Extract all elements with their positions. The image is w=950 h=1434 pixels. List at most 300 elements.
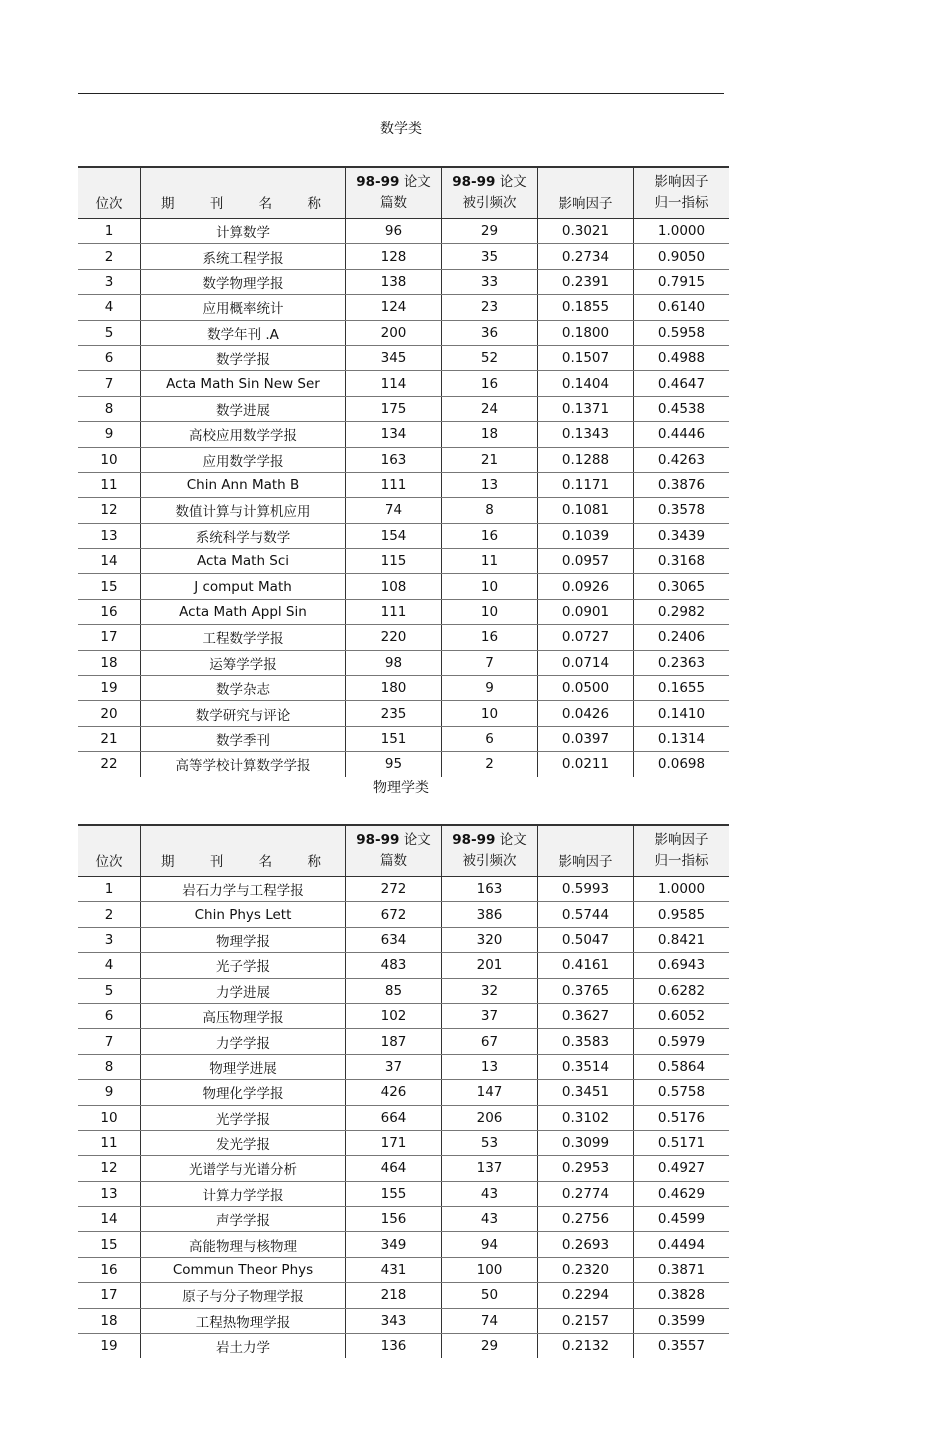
rank-cell: 7: [78, 371, 141, 396]
normalized-index-cell: 0.3578: [634, 498, 730, 523]
impact-factor-cell: 0.1288: [538, 447, 634, 472]
table-row: [78, 1181, 729, 1206]
header-name-char: 刊: [209, 854, 224, 870]
table-row: [78, 752, 729, 777]
papers-cell: 672: [346, 902, 442, 927]
table-row: [78, 1105, 729, 1130]
normalized-index-cell: 0.6282: [634, 978, 730, 1003]
impact-factor-cell: 0.4161: [538, 953, 634, 978]
impact-factor-cell: 0.2132: [538, 1334, 634, 1359]
normalized-index-cell: 1.0000: [634, 219, 730, 244]
header-papers-line2: 篇数: [380, 195, 407, 211]
normalized-index-cell: 0.5758: [634, 1080, 730, 1105]
citations-cell: 201: [442, 953, 538, 978]
header-normalized-index-line2: 归一指标: [654, 195, 709, 211]
journal-name-cell: 高压物理学报: [141, 1003, 346, 1028]
rank-cell: 9: [78, 1080, 141, 1105]
table-row: [78, 1308, 729, 1333]
journal-name-cell: 高校应用数学学报: [141, 422, 346, 447]
papers-cell: 218: [346, 1283, 442, 1308]
normalized-index-cell: 0.4988: [634, 345, 730, 370]
impact-factor-cell: 0.1171: [538, 472, 634, 497]
impact-factor-cell: 0.1343: [538, 422, 634, 447]
impact-factor-cell: 0.5993: [538, 877, 634, 902]
header-name-char: 称: [307, 854, 321, 870]
papers-cell: 464: [346, 1156, 442, 1181]
citations-cell: 8: [442, 498, 538, 523]
top-rule: [78, 93, 724, 94]
table-row: [78, 953, 729, 978]
impact-factor-cell: 0.2693: [538, 1232, 634, 1257]
journal-name-cell: 数学研究与评论: [141, 701, 346, 726]
normalized-index-cell: 0.0698: [634, 752, 730, 777]
journal-name-cell: 应用概率统计: [141, 295, 346, 320]
papers-cell: 108: [346, 574, 442, 599]
header-papers-line2: 篇数: [380, 853, 407, 869]
rank-cell: 5: [78, 320, 141, 345]
papers-cell: 426: [346, 1080, 442, 1105]
header-citations-line2: 被引频次: [462, 195, 517, 211]
rank-cell: 20: [78, 701, 141, 726]
journal-name-cell: 声学学报: [141, 1207, 346, 1232]
journal-name-cell: Acta Math Appl Sin: [141, 599, 346, 624]
header-papers-year: 98-99: [356, 174, 400, 190]
header-citations: [442, 825, 538, 877]
math-journal-table: [78, 166, 729, 777]
table-row: [78, 396, 729, 421]
citations-cell: 35: [442, 244, 538, 269]
papers-cell: 349: [346, 1232, 442, 1257]
journal-name-cell: 物理学进展: [141, 1054, 346, 1079]
rank-cell: 4: [78, 295, 141, 320]
rank-cell: 12: [78, 1156, 141, 1181]
table-row: [78, 1080, 729, 1105]
impact-factor-cell: 0.1507: [538, 345, 634, 370]
normalized-index-cell: 1.0000: [634, 877, 730, 902]
header-journal-name: [141, 825, 346, 877]
papers-cell: 200: [346, 320, 442, 345]
impact-factor-cell: 0.3102: [538, 1105, 634, 1130]
impact-factor-cell: 0.1039: [538, 523, 634, 548]
header-normalized-index-label: 影响因子: [654, 174, 709, 190]
papers-cell: 95: [346, 752, 442, 777]
citations-cell: 16: [442, 371, 538, 396]
rank-cell: 4: [78, 953, 141, 978]
normalized-index-cell: 0.2982: [634, 599, 730, 624]
table-row: [78, 978, 729, 1003]
journal-name-cell: 高等学校计算数学学报: [141, 752, 346, 777]
citations-cell: 18: [442, 422, 538, 447]
impact-factor-cell: 0.3583: [538, 1029, 634, 1054]
normalized-index-cell: 0.5171: [634, 1130, 730, 1155]
impact-factor-cell: 0.0426: [538, 701, 634, 726]
impact-factor-cell: 0.2774: [538, 1181, 634, 1206]
rank-cell: 1: [78, 219, 141, 244]
header-papers-label: 论文: [399, 174, 431, 190]
journal-name-cell: 光谱学与光谱分析: [141, 1156, 346, 1181]
citations-cell: 43: [442, 1181, 538, 1206]
papers-cell: 151: [346, 726, 442, 751]
impact-factor-cell: 0.2320: [538, 1257, 634, 1282]
citations-cell: 16: [442, 625, 538, 650]
papers-cell: 128: [346, 244, 442, 269]
journal-name-cell: 数学年刊 .A: [141, 320, 346, 345]
impact-factor-cell: 0.5047: [538, 927, 634, 952]
citations-cell: 32: [442, 978, 538, 1003]
normalized-index-cell: 0.4927: [634, 1156, 730, 1181]
papers-cell: 483: [346, 953, 442, 978]
impact-factor-cell: 0.0926: [538, 574, 634, 599]
header-citations-label: 论文: [495, 174, 527, 190]
citations-cell: 24: [442, 396, 538, 421]
rank-cell: 11: [78, 1130, 141, 1155]
header-normalized-index: [634, 825, 730, 877]
normalized-index-cell: 0.4647: [634, 371, 730, 396]
impact-factor-cell: 0.1371: [538, 396, 634, 421]
citations-cell: 11: [442, 549, 538, 574]
rank-cell: 19: [100, 1338, 118, 1355]
impact-factor-cell: 0.2734: [538, 244, 634, 269]
normalized-index-cell: 0.3168: [634, 549, 730, 574]
table-row: [78, 599, 729, 624]
citations-cell: 10: [442, 574, 538, 599]
header-impact-factor: [538, 825, 634, 877]
impact-factor-cell: 0.3099: [538, 1130, 634, 1155]
impact-factor-cell: 0.1800: [538, 320, 634, 345]
citations-cell: 33: [442, 269, 538, 294]
normalized-index-cell: 0.4538: [634, 396, 730, 421]
table-row: [78, 1130, 729, 1155]
table-row: [78, 676, 729, 701]
rank-cell: 1: [78, 877, 141, 902]
normalized-index-cell: 0.5176: [634, 1105, 730, 1130]
journal-name-cell: 工程热物理学报: [141, 1308, 346, 1333]
citations-cell: 7: [442, 650, 538, 675]
header-citations-line1: [442, 172, 537, 193]
table-row: [78, 902, 729, 927]
impact-factor-cell: 0.3451: [538, 1080, 634, 1105]
citations-cell: 13: [442, 1054, 538, 1079]
citations-cell: 2: [442, 752, 538, 777]
rank-cell: 5: [78, 978, 141, 1003]
papers-cell: 134: [346, 422, 442, 447]
journal-name-cell: Acta Math Sci: [141, 549, 346, 574]
table-row: [78, 1334, 729, 1359]
papers-cell: 98: [346, 650, 442, 675]
header-normalized-index: [634, 167, 730, 219]
impact-factor-cell: 0.1855: [538, 295, 634, 320]
rank-cell: 16: [78, 1257, 141, 1282]
citations-cell: 147: [442, 1080, 538, 1105]
header-normalized-index-line1: [634, 172, 729, 193]
journal-name-cell: 系统工程学报: [141, 244, 346, 269]
normalized-index-cell: 0.6140: [634, 295, 730, 320]
header-papers: [346, 825, 442, 877]
papers-cell: 138: [346, 269, 442, 294]
table-header: [78, 167, 729, 219]
table-row: [78, 1029, 729, 1054]
papers-cell: 187: [346, 1029, 442, 1054]
papers-cell: 37: [346, 1054, 442, 1079]
table-row: [78, 1232, 729, 1257]
journal-name-cell: 高能物理与核物理: [141, 1232, 346, 1257]
rank-cell: 14: [78, 1207, 141, 1232]
table-row: [78, 244, 729, 269]
header-normalized-index-line1: [634, 830, 729, 851]
table-row: [78, 269, 729, 294]
normalized-index-cell: 0.2363: [634, 650, 730, 675]
header-citations-year: 98-99: [452, 174, 496, 190]
normalized-index-cell: 0.6052: [634, 1003, 730, 1028]
table-row: [78, 650, 729, 675]
citations-cell: 53: [442, 1130, 538, 1155]
header-journal-name-chars: [141, 852, 345, 873]
papers-cell: 111: [346, 599, 442, 624]
table-row: [78, 320, 729, 345]
rank-cell: 15: [78, 1232, 141, 1257]
table-row: [78, 523, 729, 548]
table-row: [78, 927, 729, 952]
normalized-index-cell: 0.3557: [634, 1334, 730, 1359]
journal-name-cell: 数学杂志: [141, 676, 346, 701]
journal-name-cell: Commun Theor Phys: [141, 1257, 346, 1282]
rank-cell: 14: [78, 549, 141, 574]
citations-cell: 9: [442, 676, 538, 701]
citations-cell: 67: [442, 1029, 538, 1054]
table-row: [78, 1207, 729, 1232]
rank-cell: 8: [78, 396, 141, 421]
rank-cell: 18: [78, 650, 141, 675]
rank-cell: 13: [78, 523, 141, 548]
header-papers-line1: [346, 830, 441, 851]
impact-factor-cell: 0.1081: [538, 498, 634, 523]
papers-cell: 431: [346, 1257, 442, 1282]
papers-cell: 74: [346, 498, 442, 523]
journal-name-cell: 力学进展: [141, 978, 346, 1003]
citations-cell: 320: [442, 927, 538, 952]
journal-name-cell: J comput Math: [141, 574, 346, 599]
rank-cell: 21: [78, 726, 141, 751]
header-papers-label: 论文: [399, 832, 431, 848]
rank-cell: 8: [78, 1054, 141, 1079]
header-name-char: 名: [258, 196, 273, 212]
table-header: [78, 825, 729, 877]
citations-cell: 43: [442, 1207, 538, 1232]
citations-cell: 94: [442, 1232, 538, 1257]
papers-cell: 111: [346, 472, 442, 497]
papers-cell: 343: [346, 1308, 442, 1333]
papers-cell: 180: [346, 676, 442, 701]
table-row: [78, 701, 729, 726]
header-row: [78, 167, 729, 219]
journal-name-cell: 物理化学学报: [141, 1080, 346, 1105]
citations-cell: 37: [442, 1003, 538, 1028]
normalized-index-cell: 0.3828: [634, 1283, 730, 1308]
normalized-index-cell: 0.5864: [634, 1054, 730, 1079]
header-citations-year: 98-99: [452, 832, 496, 848]
header-papers: [346, 167, 442, 219]
impact-factor-cell: 0.2157: [538, 1308, 634, 1333]
rank-cell: 6: [78, 1003, 141, 1028]
rank-cell: 6: [78, 345, 141, 370]
impact-factor-cell: 0.3021: [538, 219, 634, 244]
journal-name-cell: Chin Ann Math B: [141, 472, 346, 497]
impact-factor-cell: 0.1404: [538, 371, 634, 396]
header-impact-factor-label: 影响因子: [558, 854, 613, 870]
papers-cell: 272: [346, 877, 442, 902]
journal-name-cell: 光子学报: [141, 953, 346, 978]
normalized-index-cell: 0.1410: [634, 701, 730, 726]
normalized-index-cell: 0.4494: [634, 1232, 730, 1257]
rank-cell: 2: [78, 244, 141, 269]
header-normalized-index-label: 影响因子: [654, 832, 709, 848]
journal-name-cell: 光学学报: [141, 1105, 346, 1130]
normalized-index-cell: 0.4263: [634, 447, 730, 472]
rank-cell: 17: [78, 1283, 141, 1308]
table-row: [78, 1054, 729, 1079]
rank-cell: 7: [78, 1029, 141, 1054]
citations-cell: 36: [442, 320, 538, 345]
papers-cell: 664: [346, 1105, 442, 1130]
normalized-index-cell: 0.3599: [634, 1308, 730, 1333]
journal-name-cell: 发光学报: [141, 1130, 346, 1155]
journal-name-cell: 系统科学与数学: [141, 523, 346, 548]
table-row: [78, 877, 729, 902]
rank-cell: 10: [78, 1105, 141, 1130]
normalized-index-cell: 0.2406: [634, 625, 730, 650]
normalized-index-cell: 0.3439: [634, 523, 730, 548]
journal-name-cell: 原子与分子物理学报: [141, 1283, 346, 1308]
papers-cell: 220: [346, 625, 442, 650]
impact-factor-cell: 0.0714: [538, 650, 634, 675]
rank-cell: 15: [78, 574, 141, 599]
header-name-char: 刊: [209, 196, 224, 212]
citations-cell: 16: [442, 523, 538, 548]
table-row: [78, 574, 729, 599]
citations-cell: 206: [442, 1105, 538, 1130]
header-papers-line1: [346, 172, 441, 193]
rank-cell: 9: [78, 422, 141, 447]
journal-name-cell: 数值计算与计算机应用: [141, 498, 346, 523]
header-row: [78, 825, 729, 877]
papers-cell: 136: [346, 1334, 442, 1359]
journal-name-cell: 计算力学学报: [141, 1181, 346, 1206]
journal-name-cell: 应用数学学报: [141, 447, 346, 472]
journal-name-cell: 物理学报: [141, 927, 346, 952]
impact-factor-cell: 0.2294: [538, 1283, 634, 1308]
header-citations: [442, 167, 538, 219]
section-title-physics: 物理学类: [373, 780, 429, 796]
header-citations-label: 论文: [495, 832, 527, 848]
journal-name-cell: Chin Phys Lett: [141, 902, 346, 927]
header-name-char: 名: [258, 854, 273, 870]
table-row: [78, 726, 729, 751]
table-row: [78, 549, 729, 574]
citations-cell: 6: [442, 726, 538, 751]
table-row: [78, 422, 729, 447]
impact-factor-cell: 0.0727: [538, 625, 634, 650]
papers-cell: 345: [346, 345, 442, 370]
impact-factor-cell: 0.3627: [538, 1003, 634, 1028]
rank-cell: 19: [78, 676, 141, 701]
header-name-char: 期: [161, 854, 175, 870]
table-row: [78, 1003, 729, 1028]
normalized-index-cell: 0.3871: [634, 1257, 730, 1282]
table-body: [78, 877, 729, 1359]
papers-cell: 175: [346, 396, 442, 421]
rank-cell: 13: [78, 1181, 141, 1206]
rank-cell: 22: [100, 756, 118, 773]
normalized-index-cell: 0.4599: [634, 1207, 730, 1232]
normalized-index-cell: 0.4629: [634, 1181, 730, 1206]
rank-cell: 10: [78, 447, 141, 472]
impact-factor-cell: 0.0901: [538, 599, 634, 624]
header-journal-name: [141, 167, 346, 219]
citations-cell: 10: [442, 701, 538, 726]
table-body: [78, 219, 729, 777]
impact-factor-cell: 0.2391: [538, 269, 634, 294]
journal-name-cell: Acta Math Sin New Ser: [141, 371, 346, 396]
normalized-index-cell: 0.5958: [634, 320, 730, 345]
normalized-index-cell: 0.6943: [634, 953, 730, 978]
rank-cell: 18: [78, 1308, 141, 1333]
impact-factor-cell: 0.3765: [538, 978, 634, 1003]
citations-cell: 386: [442, 902, 538, 927]
rank-cell: 12: [78, 498, 141, 523]
impact-factor-cell: 0.0957: [538, 549, 634, 574]
normalized-index-cell: 0.5979: [634, 1029, 730, 1054]
table-row: [78, 625, 729, 650]
citations-cell: 10: [442, 599, 538, 624]
header-rank: 位次: [78, 167, 141, 219]
citations-cell: 50: [442, 1283, 538, 1308]
table-row: [78, 498, 729, 523]
papers-cell: 156: [346, 1207, 442, 1232]
normalized-index-cell: 0.1314: [634, 726, 730, 751]
table-row: [78, 371, 729, 396]
header-papers-year: 98-99: [356, 832, 400, 848]
header-journal-name-chars: [141, 194, 345, 215]
table-row: [78, 447, 729, 472]
impact-factor-cell: 0.3514: [538, 1054, 634, 1079]
rank-cell: 11: [78, 472, 141, 497]
impact-factor-cell: 0.0500: [538, 676, 634, 701]
journal-name-cell: 工程数学学报: [141, 625, 346, 650]
impact-factor-cell: 0.0397: [538, 726, 634, 751]
rank-cell: 3: [78, 927, 141, 952]
normalized-index-cell: 0.3065: [634, 574, 730, 599]
impact-factor-cell: 0.2953: [538, 1156, 634, 1181]
rank-cell: 16: [78, 599, 141, 624]
normalized-index-cell: 0.3876: [634, 472, 730, 497]
citations-cell: 13: [442, 472, 538, 497]
papers-cell: 124: [346, 295, 442, 320]
normalized-index-cell: 0.9050: [634, 244, 730, 269]
table-row: [78, 1283, 729, 1308]
section-title-math: 数学类: [380, 121, 422, 137]
impact-factor-cell: 0.2756: [538, 1207, 634, 1232]
citations-cell: 29: [442, 219, 538, 244]
citations-cell: 23: [442, 295, 538, 320]
header-impact-factor-label: 影响因子: [558, 196, 613, 212]
papers-cell: 102: [346, 1003, 442, 1028]
header-citations-line1: [442, 830, 537, 851]
papers-cell: 163: [346, 447, 442, 472]
journal-name-cell: 计算数学: [141, 219, 346, 244]
papers-cell: 171: [346, 1130, 442, 1155]
citations-cell: 163: [442, 877, 538, 902]
papers-cell: 96: [346, 219, 442, 244]
